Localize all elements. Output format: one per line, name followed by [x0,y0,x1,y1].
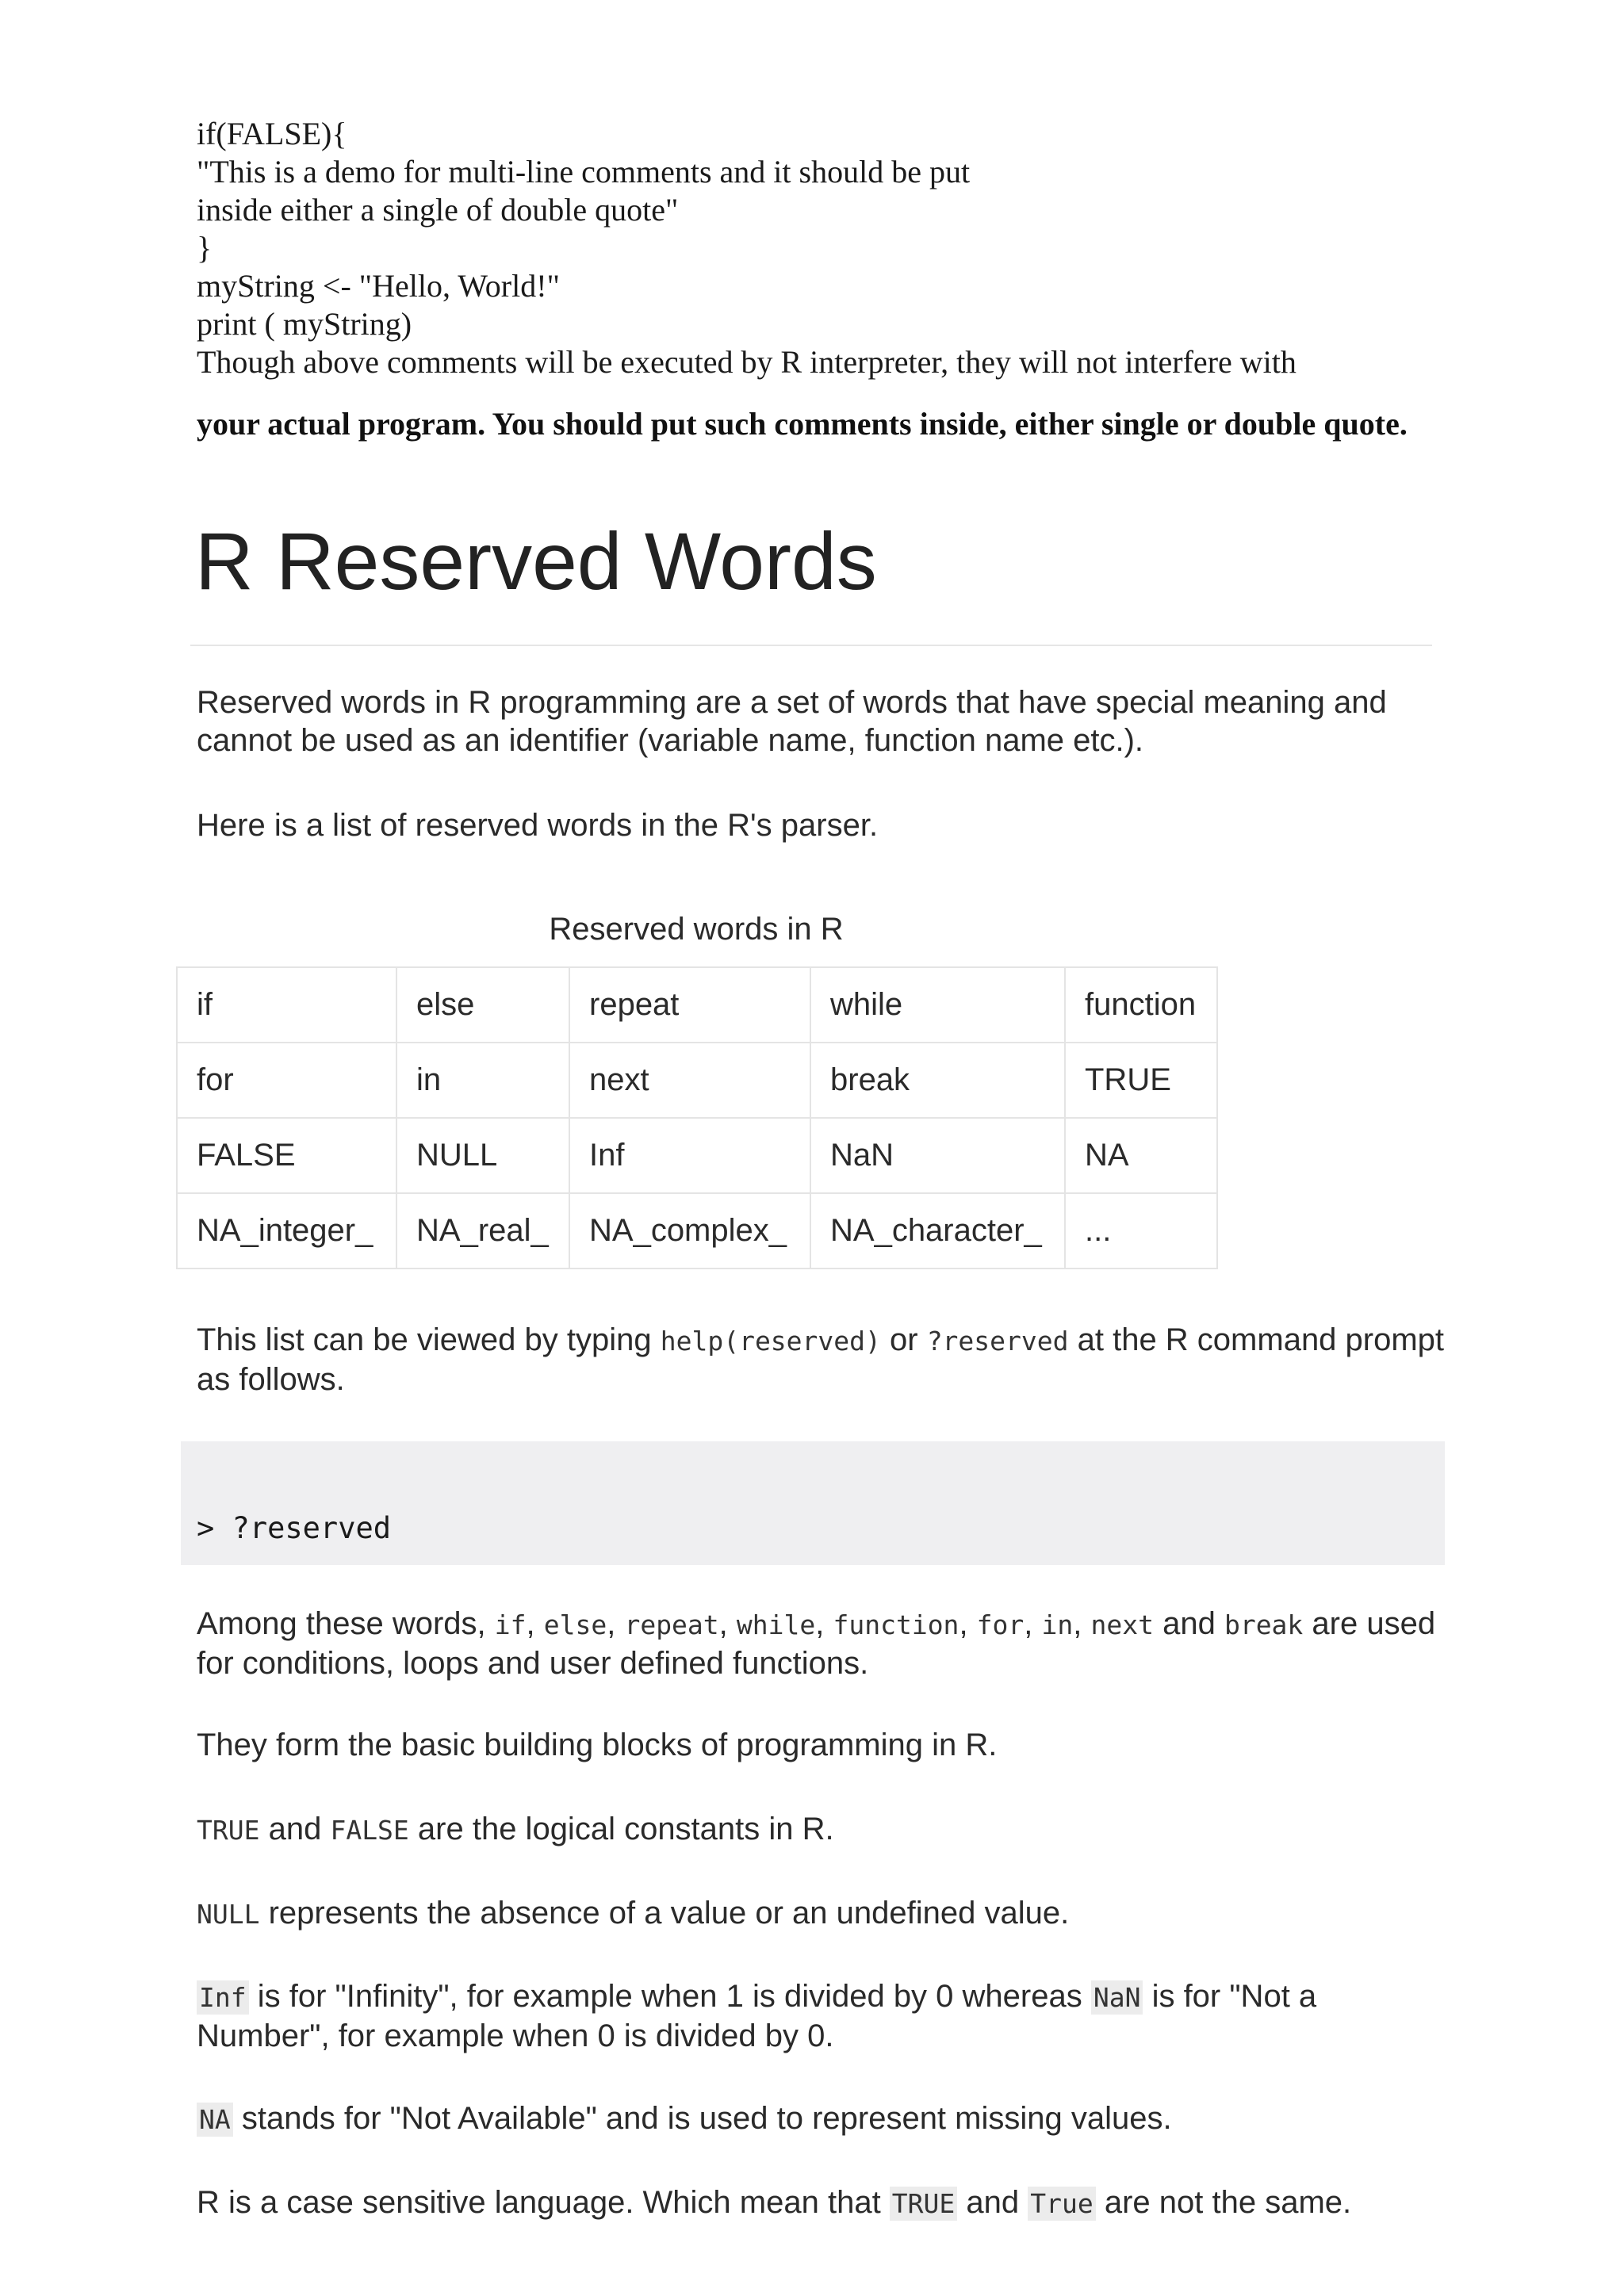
text-span: is for "Infinity", for example when 1 is divided by 0 whereas [248,1979,1091,2014]
inline-code: help(reserved) [660,1326,881,1357]
inline-code: TRUE [197,1815,260,1846]
inline-code: NA [197,2103,233,2137]
text-span: R is a case sensitive language. Which mean that [197,2185,890,2220]
code-line: myString <- "Hello, World!" [197,268,560,304]
inline-code: ?reserved [926,1326,1069,1357]
table-row [177,1118,1217,1193]
table-row [177,1043,1217,1118]
text-span: are not the same. [1095,2185,1352,2220]
code-line: Though above comments will be executed by R interpreter, they will not interfere with [197,344,1297,380]
code-comment-lines [197,115,1465,381]
reserved-words-table [176,966,1218,1269]
inline-code: repeat [624,1609,719,1640]
table-row [177,1193,1217,1269]
text-span: stands for "Not Available" and is used to represent missing values. [232,2101,1172,2136]
bold-note: your actual program. You should put such comments inside, either single or double quote. [197,406,1408,442]
inline-code: Inf [197,1980,249,2015]
table-cell: while [810,967,1065,1043]
inline-code: TRUE [890,2187,957,2221]
separator: , [959,1606,977,1641]
text-span: are used for conditions, loops and user defined functions. [197,1606,1436,1681]
table-cell: ... [1065,1193,1217,1269]
building-blocks-paragraph: They form the basic building blocks of programming in R. [197,1728,998,1762]
code-line: } [197,230,213,266]
code-block [181,1441,1445,1565]
table-cell: NULL [396,1118,569,1193]
inline-code: FALSE [330,1815,409,1846]
code-block-text: > ?reserved [197,1511,392,1545]
list-intro-paragraph: Here is a list of reserved words in the R's parser. [197,808,879,843]
text-span: or [880,1322,927,1357]
text-span: at the R command prompt as follows. [197,1322,1445,1397]
table-cell: NA [1065,1118,1217,1193]
inline-code: in [1041,1609,1074,1640]
table-cell: in [396,1043,569,1118]
code-line: print ( myString) [197,306,412,342]
code-line: "This is a demo for multi-line comments and it should be put [197,154,971,189]
text-span: represents the absence of a value or an undefined value. [259,1896,1070,1931]
separator: , [607,1606,625,1641]
separator: , [1073,1606,1091,1641]
table-cell: Inf [569,1118,810,1193]
table-cell: NA_complex_ [569,1193,810,1269]
table-cell: FALSE [177,1118,396,1193]
among-words-paragraph [197,1605,1450,1682]
text-span: and [259,1812,331,1846]
inf-nan-paragraph [197,1977,1450,2055]
na-paragraph [197,2099,1450,2139]
separator: , [718,1606,737,1641]
logical-constants-paragraph [197,1810,1450,1850]
separator: , [815,1606,833,1641]
table-row [177,967,1217,1043]
table-cell: NA_real_ [396,1193,569,1269]
inline-code: else [543,1609,607,1640]
text-span: and [1153,1606,1224,1641]
table-cell: NA_character_ [810,1193,1065,1269]
intro-paragraph: Reserved words in R programming are a set of words that have special meaning and cannot be used as an identifier (variable name, function name etc.). [197,685,1387,758]
table-cell: break [810,1043,1065,1118]
null-paragraph [197,1894,1450,1934]
table-cell: function [1065,967,1217,1043]
text-span: and [957,2185,1028,2220]
table-cell: next [569,1043,810,1118]
code-line: if(FALSE){ [197,116,347,151]
page-title: R Reserved Words [195,516,877,607]
separator: , [1024,1606,1042,1641]
inline-code: while [736,1609,816,1640]
inline-code: True [1028,2187,1095,2221]
code-line: inside either a single of double quote" [197,192,679,228]
table-cell: NA_integer_ [177,1193,396,1269]
inline-code: break [1224,1609,1304,1640]
inline-code: NULL [197,1899,260,1930]
inline-code: NaN [1091,1980,1143,2015]
table-cell: else [396,967,569,1043]
inline-code: if [494,1609,527,1640]
case-sensitive-paragraph [197,2183,1450,2223]
table-cell: if [177,967,396,1043]
table-caption: Reserved words in R [549,912,844,947]
heading-divider [190,645,1432,646]
inline-code: next [1090,1609,1154,1640]
table-cell: TRUE [1065,1043,1217,1118]
view-list-paragraph [197,1321,1450,1399]
table-cell: repeat [569,967,810,1043]
table-cell: for [177,1043,396,1118]
text-span: Among these words, [197,1606,495,1641]
table-cell: NaN [810,1118,1065,1193]
text-span: is for "Not a Number", for example when 0 is divided by 0. [197,1979,1317,2053]
separator: , [526,1606,544,1641]
inline-code: function [833,1609,959,1640]
text-span: This list can be viewed by typing [197,1322,661,1357]
text-span: are the logical constants in R. [408,1812,834,1846]
inline-code: for [976,1609,1025,1640]
